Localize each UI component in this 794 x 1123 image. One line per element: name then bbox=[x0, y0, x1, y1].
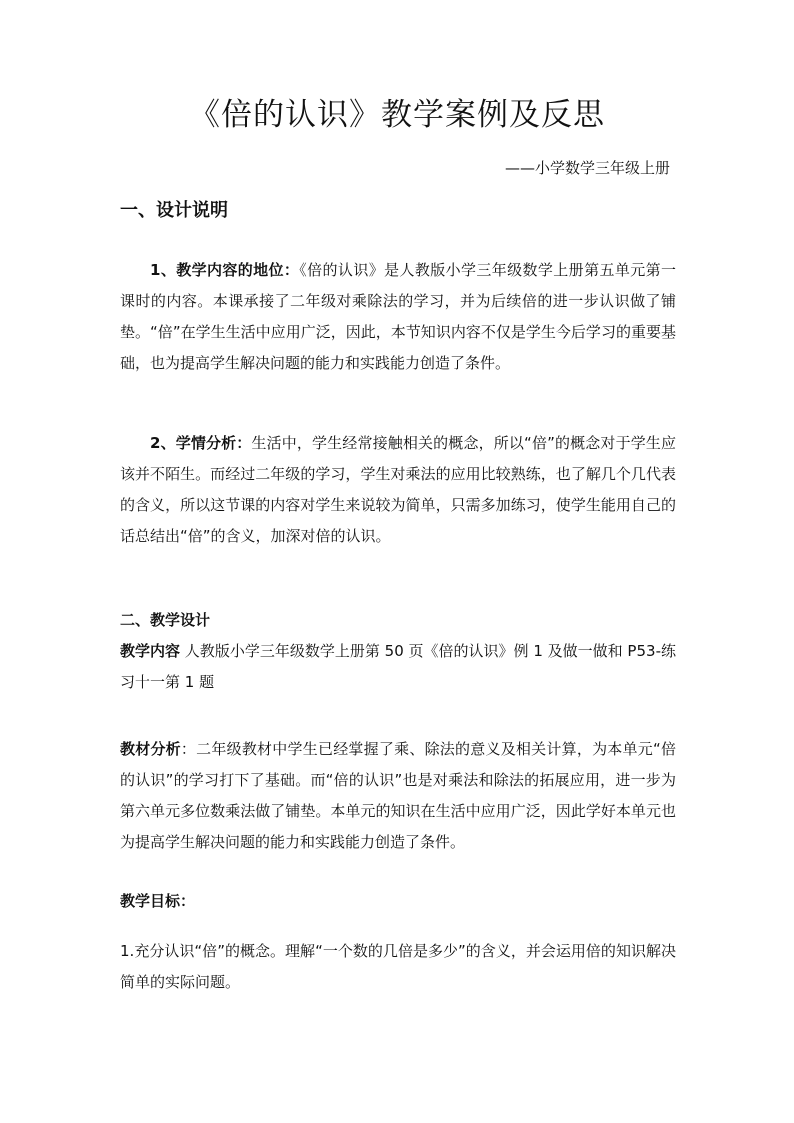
document-subtitle: ——小学数学三年级上册 bbox=[504, 159, 670, 177]
paragraph-content-position bbox=[120, 255, 676, 379]
paragraph-label: 1、教学内容的地位： bbox=[150, 261, 300, 279]
paragraph-label: 教学内容 bbox=[120, 642, 181, 660]
document-title: 《倍的认识》教学案例及反思 bbox=[189, 97, 605, 133]
paragraph-label: 教材分析 bbox=[120, 740, 181, 758]
paragraph-text: 《倍的认识》是人教版小学三年级数学上册第五单元第一课时的内容。本课承接了二年级对乘除法的学习，并为后续倍的进一步认识做了铺垫。“倍”在学生生活中应用广泛，因此，本节知识内容不仅是学生今后学习的重要基础，也为提高学生解决问题的能力和实践能力创造了条件。 bbox=[120, 261, 676, 372]
paragraph-learner-analysis bbox=[120, 428, 676, 552]
paragraph-text: ：二年级教材中学生已经掌握了乘、除法的意义及相关计算，为本单元“倍的认识”的学习打下了基础。而“倍的认识”也是对乘法和除法的拓展应用，进一步为第六单元多位数乘法做了铺垫。本单元的知识在生活中应用广泛，因此学好本单元也为提高学生解决问题的能力和实践能力创造了条件。 bbox=[120, 740, 676, 851]
paragraph-textbook-analysis bbox=[120, 734, 676, 858]
goals-heading: 教学目标： bbox=[120, 892, 196, 910]
paragraph-text: 生活中，学生经常接触相关的概念，所以“倍”的概念对于学生应该并不陌生。而经过二年级的学习，学生对乘法的应用比较熟练，也了解几个几代表的含义，所以这节课的内容对学生来说较为简单，只需多加练习，使学生能用自己的话总结出“倍”的含义，加深对倍的认识。 bbox=[120, 434, 676, 545]
paragraph-label: 2、学情分析： bbox=[150, 434, 252, 452]
paragraph-teaching-content bbox=[120, 636, 676, 698]
paragraph-text: 人教版小学三年级数学上册第 50 页《倍的认识》例 1 及做一做和 P53-练习十一第 1 题 bbox=[120, 642, 676, 691]
section1-heading: 一、设计说明 bbox=[120, 200, 228, 221]
paragraph-goal-1: 1.充分认识“倍”的概念。理解“一个数的几倍是多少”的含义，并会运用倍的知识解决简单的实际问题。 bbox=[120, 942, 676, 991]
section2-heading: 二、教学设计 bbox=[120, 611, 211, 629]
